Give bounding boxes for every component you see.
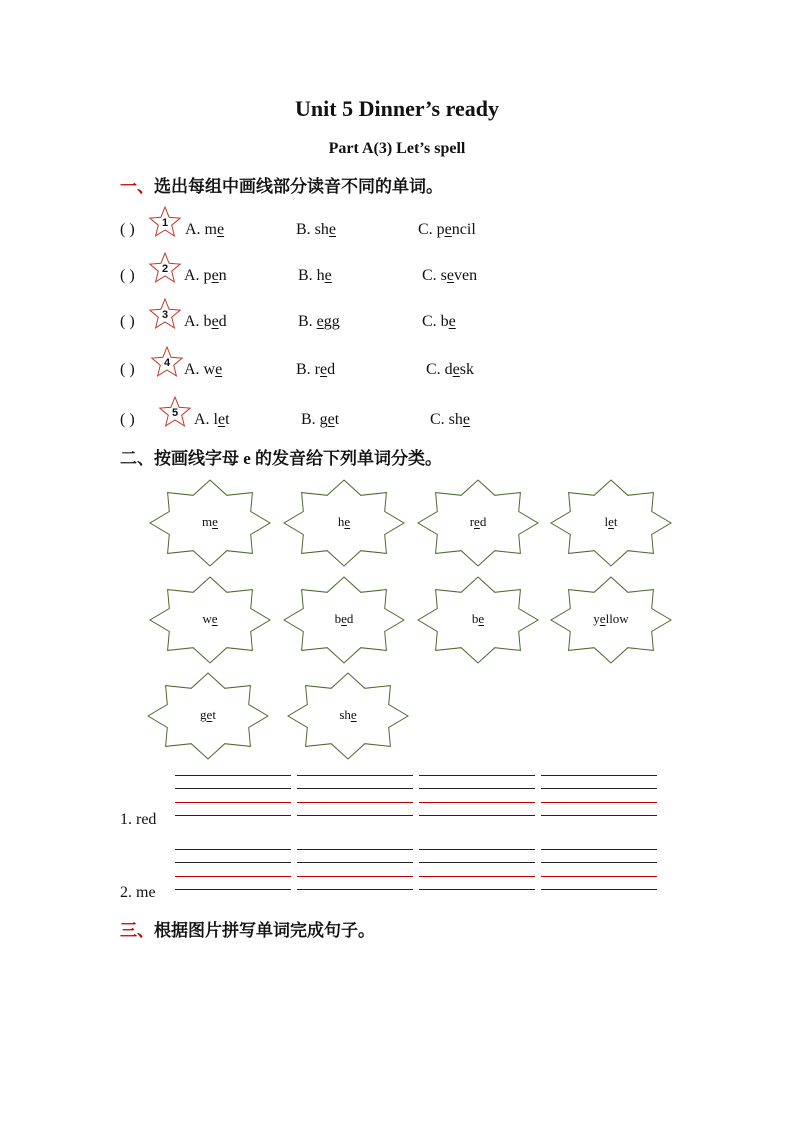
word-underlined-letter: e: [446, 267, 455, 284]
word-star[interactable]: [282, 575, 406, 665]
word-underlined-letter: e: [324, 267, 332, 284]
word-underlined-letter: e: [206, 707, 213, 722]
word-suffix: t: [225, 411, 230, 428]
word-suffix: ven: [454, 267, 478, 284]
word-prefix: sh: [339, 707, 351, 722]
option-b[interactable]: [296, 221, 336, 239]
word-underlined-letter: e: [215, 361, 223, 378]
star-word: [146, 707, 270, 723]
word-underlined-letter: e: [599, 611, 606, 626]
writing-line: [175, 788, 291, 789]
word-star[interactable]: [416, 478, 540, 568]
word-suffix: gg: [323, 313, 340, 330]
section-3-instruction: 根据图片拼写单词完成句子。: [154, 921, 375, 940]
star-word: [282, 514, 406, 530]
writing-line: [175, 862, 291, 863]
answer-blank[interactable]: ( ): [120, 361, 135, 378]
word-prefix: A. b: [184, 313, 212, 330]
writing-line[interactable]: [541, 889, 657, 890]
section-3-number: 三、: [120, 921, 154, 940]
option-a[interactable]: [194, 411, 230, 429]
option-a[interactable]: [184, 313, 227, 331]
option-a[interactable]: [184, 267, 227, 285]
star-word: [286, 707, 410, 723]
star-outline: [148, 251, 182, 285]
word-star[interactable]: [282, 478, 406, 568]
word-prefix: A. p: [184, 267, 212, 284]
word-prefix: A. m: [185, 221, 217, 238]
question-number: 2: [161, 263, 169, 275]
question-number: 1: [161, 217, 169, 229]
star-word: [416, 611, 540, 627]
writing-line: [419, 788, 535, 789]
option-c[interactable]: [422, 313, 456, 331]
writing-line: [297, 802, 413, 803]
number-star-icon: [150, 345, 184, 379]
section-2-number: 二、: [120, 449, 154, 468]
star-outline: [148, 297, 182, 331]
word-prefix: C. sh: [430, 411, 463, 428]
star-outline: [158, 395, 192, 429]
word-prefix: B. sh: [296, 221, 329, 238]
writing-line: [541, 775, 657, 776]
option-b[interactable]: [301, 411, 339, 429]
word-underlined-letter: e: [316, 313, 324, 330]
word-star[interactable]: [148, 478, 272, 568]
writing-line: [297, 849, 413, 850]
word-prefix: C. d: [426, 361, 453, 378]
writing-line: [541, 788, 657, 789]
word-underlined-letter: e: [320, 361, 328, 378]
writing-line: [297, 876, 413, 877]
word-prefix: A. l: [194, 411, 218, 428]
word-prefix: b: [471, 611, 479, 626]
star-word: [282, 611, 406, 627]
answer-blank[interactable]: ( ): [120, 221, 135, 238]
category-label-2: 2. me: [120, 884, 156, 901]
star-word: [148, 514, 272, 530]
question-number: 3: [161, 309, 169, 321]
star-word: [549, 514, 673, 530]
page-title: Unit 5 Dinner’s ready: [295, 96, 499, 121]
number-star-icon: [148, 251, 182, 285]
word-underlined-letter: e: [217, 221, 225, 238]
writing-line: [297, 862, 413, 863]
word-suffix: d: [479, 514, 487, 529]
word-suffix: ncil: [451, 221, 476, 238]
word-star[interactable]: [148, 575, 272, 665]
writing-line[interactable]: [297, 815, 413, 816]
number-star-icon: [148, 297, 182, 331]
writing-line: [541, 849, 657, 850]
writing-line: [541, 802, 657, 803]
word-prefix: g: [200, 707, 207, 722]
word-star[interactable]: [416, 575, 540, 665]
option-b[interactable]: [298, 267, 332, 285]
word-underlined-letter: e: [211, 313, 219, 330]
word-prefix: m: [202, 514, 213, 529]
star-outline: [150, 345, 184, 379]
section-1-heading: [120, 172, 443, 197]
word-prefix: B. g: [301, 411, 328, 428]
word-prefix: h: [337, 514, 345, 529]
word-prefix: l: [604, 514, 609, 529]
writing-line[interactable]: [419, 815, 535, 816]
star-word: [416, 514, 540, 530]
word-star[interactable]: [549, 575, 673, 665]
writing-line: [419, 862, 535, 863]
writing-line: [419, 802, 535, 803]
word-prefix: C. p: [418, 221, 445, 238]
section-3-heading: [120, 916, 375, 941]
answer-blank[interactable]: ( ): [120, 313, 135, 330]
writing-line[interactable]: [541, 815, 657, 816]
word-prefix: C. b: [422, 313, 449, 330]
section-1-number: 一、: [120, 177, 154, 196]
word-underlined-letter: e: [350, 707, 357, 722]
word-prefix: B.: [298, 313, 317, 330]
word-prefix: r: [469, 514, 475, 529]
word-suffix: d: [346, 611, 354, 626]
word-suffix: sk: [459, 361, 475, 378]
word-underlined-letter: e: [211, 267, 219, 284]
word-underlined-letter: e: [474, 514, 480, 529]
word-underlined-letter: e: [448, 313, 456, 330]
star-word: [148, 611, 272, 627]
word-underlined-letter: e: [462, 411, 471, 428]
word-underlined-letter: e: [212, 514, 218, 529]
word-suffix: d: [218, 313, 227, 330]
word-prefix: A. w: [184, 361, 216, 378]
writing-line: [175, 876, 291, 877]
word-underlined-letter: e: [211, 611, 218, 626]
word-underlined-letter: e: [327, 411, 335, 428]
word-underlined-letter: e: [341, 611, 347, 626]
word-underlined-letter: e: [344, 514, 351, 529]
word-suffix: t: [334, 411, 340, 428]
category-label-1: 1. red: [120, 811, 157, 828]
word-underlined-letter: e: [218, 411, 226, 428]
writing-line: [297, 775, 413, 776]
section-1-instruction: 选出每组中画线部分读音不同的单词。: [154, 177, 443, 196]
option-a[interactable]: [185, 221, 224, 239]
writing-line: [297, 788, 413, 789]
page-subtitle: Part A(3) Let’s spell: [328, 140, 466, 157]
word-prefix: B. r: [296, 361, 320, 378]
writing-line: [541, 862, 657, 863]
word-suffix: llow: [605, 611, 629, 626]
word-suffix: d: [327, 361, 336, 378]
word-suffix: t: [613, 514, 618, 529]
word-prefix: C. s: [422, 267, 447, 284]
question-number: 4: [163, 357, 171, 369]
word-underlined-letter: e: [444, 221, 452, 238]
word-suffix: n: [218, 267, 227, 284]
writing-line[interactable]: [175, 889, 291, 890]
option-c[interactable]: [426, 361, 474, 379]
word-underlined-letter: e: [608, 514, 614, 529]
number-star-icon: [158, 395, 192, 429]
option-b[interactable]: [296, 361, 335, 379]
word-underlined-letter: e: [478, 611, 485, 626]
word-underlined-letter: e: [328, 221, 337, 238]
word-prefix: b: [334, 611, 342, 626]
writing-line: [419, 849, 535, 850]
answer-blank[interactable]: ( ): [120, 267, 135, 284]
writing-line: [419, 876, 535, 877]
section-2-heading: [120, 444, 442, 469]
writing-line: [541, 876, 657, 877]
writing-line[interactable]: [297, 889, 413, 890]
option-c[interactable]: [422, 267, 477, 285]
option-b[interactable]: [298, 313, 340, 331]
word-star[interactable]: [286, 671, 410, 761]
word-prefix: w: [202, 611, 212, 626]
section-2-instruction: 按画线字母 e 的发音给下列单词分类。: [154, 449, 443, 468]
word-prefix: y: [593, 611, 600, 626]
writing-line[interactable]: [175, 815, 291, 816]
question-number: 5: [171, 407, 179, 419]
word-suffix: t: [212, 707, 216, 722]
option-c[interactable]: [418, 221, 476, 239]
writing-line: [175, 775, 291, 776]
star-outline: [148, 205, 182, 239]
answer-blank[interactable]: ( ): [120, 411, 135, 428]
writing-line: [419, 775, 535, 776]
writing-line[interactable]: [419, 889, 535, 890]
word-underlined-letter: e: [452, 361, 460, 378]
word-prefix: B. h: [298, 267, 325, 284]
word-star[interactable]: [146, 671, 270, 761]
star-word: [549, 611, 673, 627]
option-c[interactable]: [430, 411, 470, 429]
number-star-icon: [148, 205, 182, 239]
writing-line: [175, 849, 291, 850]
option-a[interactable]: [184, 361, 222, 379]
word-star[interactable]: [549, 478, 673, 568]
writing-line: [175, 802, 291, 803]
